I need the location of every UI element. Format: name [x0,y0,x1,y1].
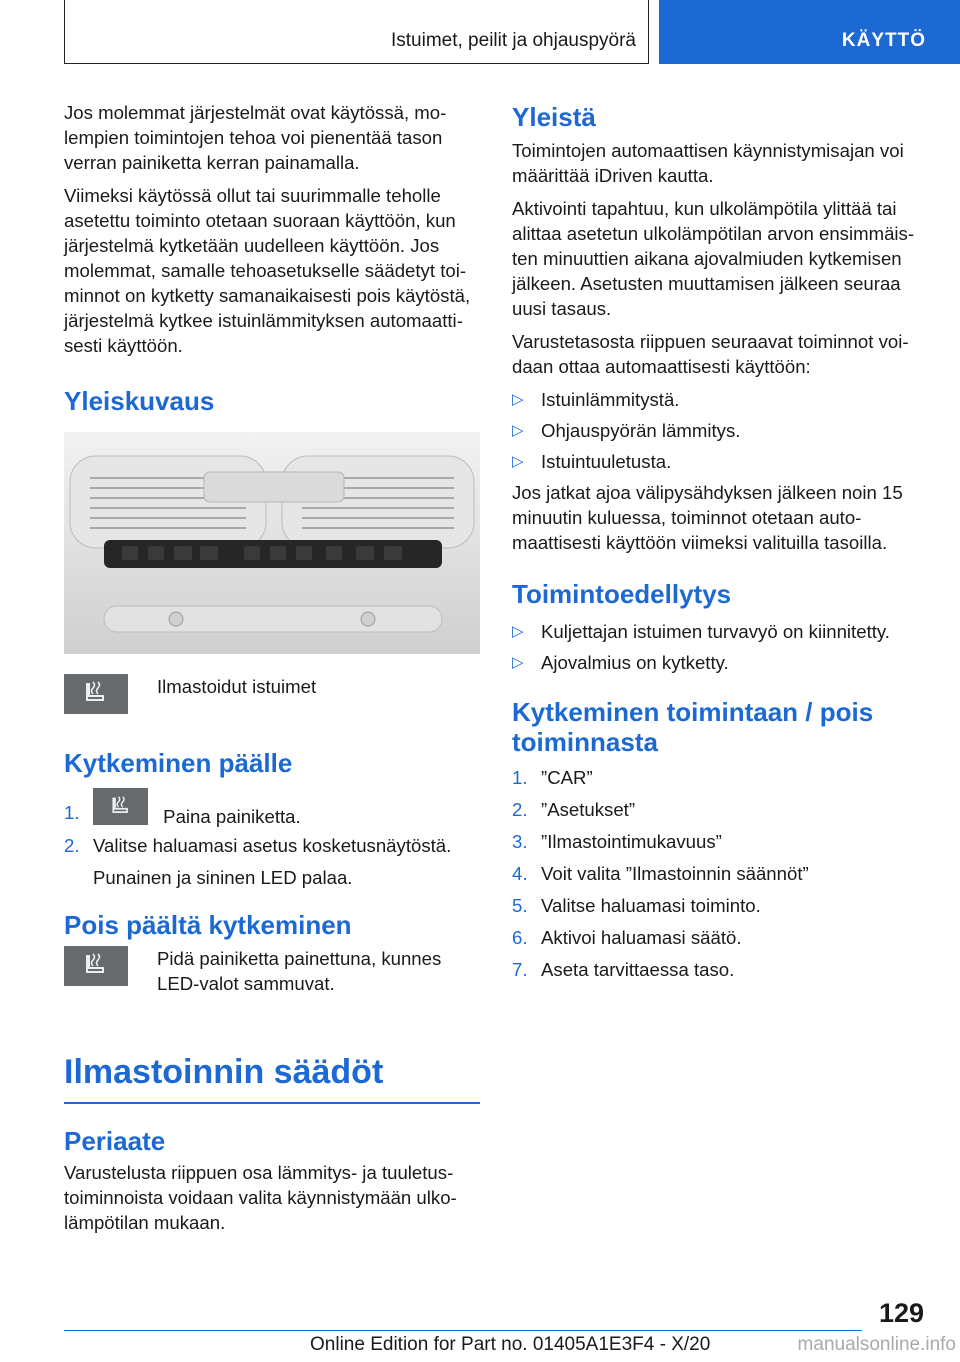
heading-overview: Yleiskuvaus [64,386,215,416]
list-item [512,797,924,822]
list-text: ”Asetukset” [541,799,636,820]
paragraph: Jos molemmat järjestelmät ovat käytössä, molempien toimintojen tehoa voi pienentää tason verran painiketta kerran painamalla. [64,102,447,173]
list-item [512,387,924,412]
note: Punainen ja sininen LED palaa. [93,867,353,888]
list-text: Istuinlämmitystä. [541,389,680,410]
footer-rule [64,1330,862,1331]
icon-caption-row [64,674,480,714]
list-text: Valitse haluamasi toiminto. [541,895,761,916]
paragraph: Viimeksi käytössä ollut tai suurimmalle teholle asetettu toiminto otetaan suoraan käyttöön, kun järjestelmä kytketään uudelleen käyttöön. Jos molemmat, samalle tehoasetukselle säädetyt toiminnot on kytketty samanaikaisesti pois käytöstä, järjestelmä kytkee istuinlämmityksen automaattisesti käyttöön. [64,185,471,356]
header-chapter-title: KÄYTTÖ [841,30,926,51]
list-text: Istuintuuletusta. [541,451,672,472]
heading-general: Yleistä [512,102,596,132]
triangle-bullet-icon: ▷ [512,391,524,408]
icon-caption: Ilmastoidut istuimet [157,676,317,697]
heading-prerequisite: Toimintoedellytys [512,579,732,609]
list-text: Valitse haluamasi asetus kosketusnäytöstä. [93,835,452,856]
list-text: Kuljettajan istuimen turvavyö on kiinnitetty. [541,621,890,642]
list-item [512,861,924,886]
list-number: 6. [512,927,528,948]
list-text: Aktivoi haluamasi säätö. [541,927,742,948]
page-number: 129 [878,1298,924,1328]
list-item [512,893,924,918]
list-text: ”CAR” [541,767,593,788]
list-text: Aseta tarvittaessa taso. [541,959,735,980]
list-item [512,418,924,443]
list-number: 2. [64,835,80,856]
ventilated-seat-icon [93,788,148,825]
list-item [512,957,924,982]
list-number: 3. [512,831,528,852]
edition-line [310,1334,710,1356]
list-text: ”Ilmastointimukavuus” [541,831,722,852]
triangle-bullet-icon: ▷ [512,623,524,640]
list-item [512,765,924,790]
header-section-box [64,0,649,64]
climate-panel-photo [64,432,480,654]
list-item [512,925,924,950]
list-number: 2. [512,799,528,820]
list-number: 1. [64,802,80,823]
paragraph: Varustelusta riippuen osa lämmitys- ja tuuletustoiminnoista voidaan valita käynnistymään ulkolämpötilan mukaan. [64,1162,457,1233]
right-column [512,100,924,989]
left-column [64,100,480,1243]
ventilated-seat-icon [64,674,128,714]
list-number: 1. [512,767,528,788]
triangle-bullet-icon: ▷ [512,422,524,439]
list-number: 7. [512,959,528,980]
off-row [64,946,480,1004]
list-text: Ohjauspyörän lämmitys. [541,420,741,441]
ventilated-seat-icon [64,946,128,986]
heading-rule [64,1102,480,1104]
header-chapter-box [659,0,960,64]
heading-principle: Periaate [64,1126,166,1156]
list-number: 5. [512,895,528,916]
list-item [512,829,924,854]
list-item [512,650,924,675]
triangle-bullet-icon: ▷ [512,654,524,671]
paragraph: Toimintojen automaattisen käynnistymisajan voi määrittää iDriven kautta. [512,140,904,186]
triangle-bullet-icon: ▷ [512,453,524,470]
list-number: 4. [512,863,528,884]
list-item [512,449,924,474]
heading-climate-settings: Ilmastoinnin säädöt [64,1053,384,1091]
list-item [512,619,924,644]
list-item [64,788,480,826]
heading-switch-on: Kytkeminen päälle [64,748,293,778]
edition-text: Online Edition for Part no. 01405A1E3F4 - X/20 [310,1334,711,1355]
paragraph: Jos jatkat ajoa välipysähdyksen jälkeen noin 15 minuutin kuluessa, toiminnot otetaan automaattisesti käyttöön viimeksi valituilla tasoilla. [512,482,903,553]
paragraph: Aktivointi tapahtuu, kun ulkolämpötila ylittää tai alittaa asetetun ulkolämpötilan arvon ensimmäisten minuuttien aikana ajovalmiuden kytkemisen jälkeen. Asetusten muuttamisen jälkeen seuraa uusi tasaus. [512,198,915,319]
off-text: Pidä painiketta painettuna, kunnes LED-valot sammuvat. [157,948,442,994]
climate-panel-illustration [64,432,480,654]
list-text: Ajovalmius on kytketty. [541,652,729,673]
paragraph: Varustetasosta riippuen seuraavat toiminnot voidaan ottaa automaattisesti käyttöön: [512,331,909,377]
watermark: manualsonline.info [797,1334,956,1355]
list-item [64,833,480,858]
header-section-title: Istuimet, peilit ja ohjauspyörä [390,30,636,51]
list-text: Paina painiketta. [163,806,301,828]
list-text: Voit valita ”Ilmastoinnin säännöt” [541,863,809,884]
heading-switch-off: Pois päältä kytkeminen [64,910,352,940]
heading-switch-function: Kytkeminen toimintaan / pois toiminnasta [512,697,874,757]
